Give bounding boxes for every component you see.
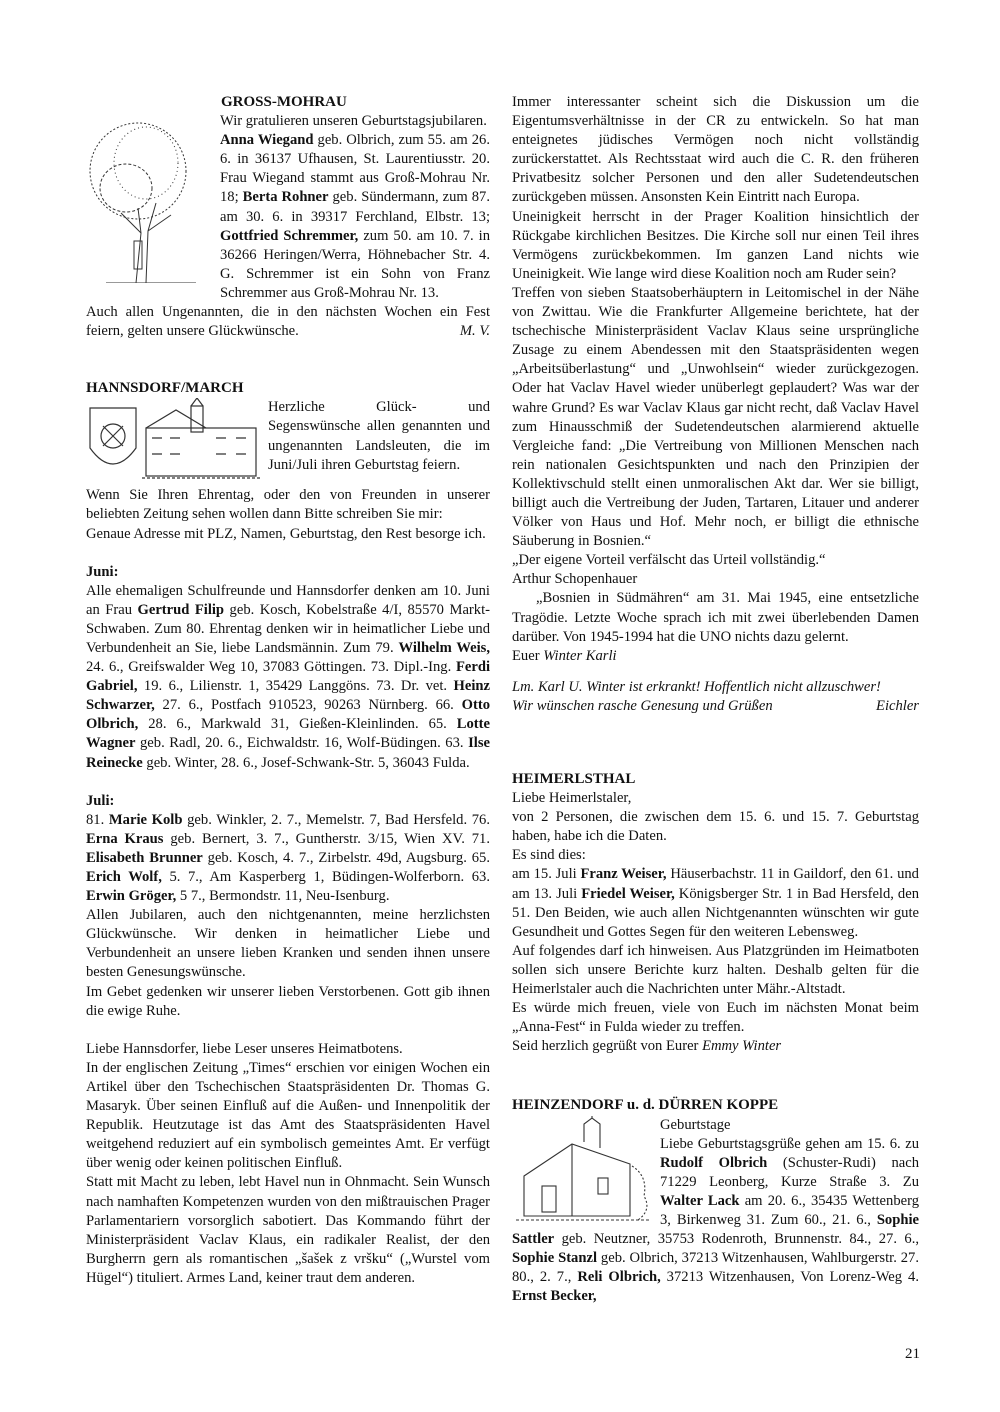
celebrant-name: Erich Wolf, [86, 869, 162, 885]
juni-birthdays [86, 582, 490, 773]
juli-text: geb. Winkler, 2. 7., Memelstr. 7, Bad Hersfeld. 76. [182, 811, 490, 828]
chapel-illustration [512, 1116, 654, 1228]
gross-mohrau-closing [86, 303, 490, 341]
celebrant-details: zum 50. am 10. 7. in 36266 Heringen/Werra, Höhnebacher Str. 4. G. Schremmer ist ein Sohn von Franz Schremmer aus Groß-Mohrau Nr. 13. [220, 227, 490, 301]
heimerlsthal-title: HEIMERLSTHAL [512, 771, 636, 787]
birthday-text: 37213 Witzenhausen, Von Lorenz-Weg 4. [660, 1269, 919, 1286]
quote-author: Arthur Schopenhauer [512, 571, 638, 588]
schopenhauer-quote: „Der eigene Vorteil verfälscht das Urteil vollständig.“ [512, 552, 826, 569]
celebrant-name: Erwin Gröger, [86, 888, 177, 905]
celebrant-name: Sophie Sattler [512, 1211, 919, 1248]
celebrant-name: Erna Kraus [86, 830, 164, 847]
prayer-text: Im Gebet gedenken wir unserer lieben Verstorbenen. Gott gib ihnen die ewige Ruhe. [86, 983, 490, 1019]
celebrant-name: Otto Olbrich, [86, 697, 490, 733]
times-article-paragraph: In der englischen Zeitung „Times“ erschien vor einigen Wochen ein Artikel über den Tschechischen Staatspräsidenten Dr. Thomas G. Masaryk. Über seinen Einfluß auf die Außen- und Innenpolitik der Republik. Heutzutage ist das Amt des Staatspräsidenten Havel weitgehend reduziert auf ein symbolisch gemeintes Amt. Er verfügt über wenig oder keinen politischen Einfluß. [86, 1059, 490, 1172]
celebrant-name: Ilse Reinecke [86, 735, 490, 771]
left-column [86, 93, 490, 1288]
juni-text: 24. 6., Greifswalder Weg 10, 37083 Göttingen. 73. Dipl.-Ing. [86, 659, 456, 676]
coat-of-arms-and-church-illustration [86, 398, 262, 484]
meeting-paragraph: Treffen von sieben Staatsoberhäuptern in Leitomischel in der Nähe von Zwittau. Wie die Frankfurter Allgemeine berichtete, hat der tschechische Ministerpräsident Vaclav Klaus seine ursprüngliche Zusage zu einem Abendessen mit den Staatspräsidenten wegen „Arbeitsüberlastung“ und „Unwohlsein“ wieder zurückgezogen. Oder hat Vaclav Havel wieder unüberlegt geplaudert? Was war der wahre Grund? Es war Vaclav Klaus gar nicht recht, daß Vaclav Havel zum Hinausschmiß der Sudetendeutschen alarmierend aktuelle Vergleiche fand: „Die Vertreibung von Millionen Menschen nach rein nationalen Gesichtspunkten und nach den Prinzipien der Kollektivschuld stellt einen unmoralischen Akt dar. Wer sie billigt, billigt auch die Vertreibung der Juden, Tartaren, Litauer und anderer Völker von Haus und Hof. Mehr noch, er billigt die ethnische Säuberung in Bosnien.“ [512, 284, 919, 550]
hannsdorf-greeting: Herzliche Glück- und Segenswünsche allen genannten und ungenannten Landsleuten, die im Juni/Juli ihren Geburtstag feiern. [268, 399, 490, 473]
celebrant-name: Wilhelm Weis, [398, 639, 490, 656]
signature-prefix: Seid herzlich gegrüßt von Eurer [512, 1038, 703, 1055]
birthday-text: (Schuster-Rudi) nach 71229 Leonberg, Kurze Straße 3. Zu [660, 1154, 919, 1190]
birthday-text: geb. Neutzner, 35753 Rodenroth, Brunnenstr. 84., 27. 6., [554, 1231, 919, 1248]
reader-greeting: Liebe Hannsdorfer, liebe Leser unseres Heimatbotens. [86, 1040, 403, 1057]
celebrant-details: geb. Sündermann, zum 87. am 30. 6. in 39317 Ferchland, Elbstr. 13; [220, 189, 490, 225]
celebrant-name: Friedel Weiser, [581, 885, 675, 902]
havel-paragraph: Statt mit Macht zu leben, lebt Havel nun in Ohnmacht. Sein Wunsch nach namhaften Kompetenzen wurden von den mißtrauischen Prager Parlamentariern vorsorglich sabotiert. Das Kommando führt der Ministerpräsident Vaclav Klaus, ein radikaler Realist, der den Burgherrn gern als romantischen „šašek z vršku“ („Wurstel vom Hügel“) tituliert. Armes Land, keiner traut dem anderen. [86, 1174, 490, 1286]
juli-birthdays [86, 811, 490, 906]
heimerlsthal-festival: Es würde mich freuen, viele von Euch im nächsten Monat beim „Anna-Fest“ in Fulda wieder zu treffen. [512, 1000, 919, 1036]
intro-text: Wir gratulieren unseren Geburtstagsjubilaren. [220, 113, 487, 130]
celebrant-name: Berta Rohner [242, 189, 329, 206]
hannsdorf-section [86, 379, 490, 1288]
get-well-line [512, 697, 919, 716]
celebrant-name: Rudolf Olbrich [660, 1154, 768, 1171]
heimerlsthal-list-intro: Es sind dies: [512, 847, 586, 864]
coalition-paragraph: Uneinigkeit herrscht in der Prager Koalition hinsichtlich der Rückgabe kirchlichen Besitzes. Die Kirche soll nur einen Teil ihres Vermögens zurückbekommen. Im ganzen Land nichts wie Uneinigkeit. Wie lange wird diese Koalition noch am Ruder sein? [512, 208, 919, 282]
celebrant-name: Gertrud Filip [137, 601, 225, 618]
eichler-signature: Eichler [876, 697, 919, 714]
karli-signature [512, 647, 919, 666]
juni-text: geb. Radl, 20. 6., Eichwaldstr. 16, Wolf-Büdingen. 63. [135, 735, 469, 752]
closing-text: Auch allen Ungenannten, die in den nächsten Wochen ein Fest feiern, gelten unsere Glückwünsche. [86, 304, 490, 340]
juli-text: 5 7., Bermondstr. 11, Neu-Isenburg. [176, 888, 390, 905]
heinzendorf-section [512, 1096, 919, 1306]
celebrant-name: Marie Kolb [108, 811, 183, 828]
heimerlsthal-section [512, 770, 919, 1056]
juli-text: geb. Bernert, 3. 7., Guntherstr. 3/15, Wien XV. 71. [163, 830, 490, 847]
birthday-text: Häuserbachstr. 11 in Gaildorf, den 61. und am 13. Juli [512, 866, 919, 902]
right-column [512, 93, 919, 1306]
celebrant-name: Walter Lack [660, 1192, 740, 1209]
juli-text: geb. Kosch, 4. 7., Zirbelstr. 49d, Augsburg. 65. [202, 849, 490, 866]
celebrant-name: Lotte Wagner [86, 716, 490, 752]
signature-name: Emmy Winter [702, 1038, 782, 1055]
property-paragraph: Immer interessanter scheint sich die Diskussion um die Eigentumsverhältnisse in der CR zu entwickeln. So hat man enteignetes jüdisches Vermögen noch nicht vollständig zurückerstattet. Als Rechtsstaat wird auch die C. R. den früheren Privatbesitz solcher Personen und den aller Sudetendeutschen zurückgeben müssen. Ansonsten Kein Eintritt nach Europa. [512, 94, 919, 206]
juli-text: 5. 7., Am Kasperberg 1, Büdingen-Wolferborn. 63. [161, 869, 490, 885]
heimerlsthal-birthdays [512, 865, 919, 941]
hannsdorf-title: HANNSDORF/MARCH [86, 380, 244, 397]
jubilare-wishes: Allen Jubilaren, auch den nichtgenannten, meine herzlichsten Glückwünsche. Wir denken in heimatlicher Liebe und Verbundenheit an unsere lieben Kranken und senden ihnen unsere besten Genesungswünsche. [86, 907, 490, 981]
heimerlsthal-signature [512, 1037, 919, 1056]
page-number: 21 [905, 1346, 920, 1362]
juni-text: 28. 6., Markwald 31, Gießen-Kleinlinden. 65. [138, 716, 457, 733]
heinzendorf-title: HEINZENDORF u. d. DÜRREN KOPPE [512, 1097, 779, 1114]
juni-text: geb. Winter, 28. 6., Josef-Schwank-Str. 5, 36043 Fulda. [142, 754, 470, 771]
juni-heading: Juni: [86, 563, 119, 580]
juni-text: Alle ehemaligen Schulfreunde und Hannsdorfer denken am 10. Juni an Frau [86, 582, 490, 618]
signature-name: Winter Karli [543, 647, 617, 664]
celebrant-name: Reli Olbrich, [577, 1269, 661, 1286]
juni-text: 27. 6., Postfach 910523, 90263 Nürnberg. 66. [154, 697, 462, 714]
birthday-text: Königsberger Str. 1 in Bad Hersfeld, den 51. Den Beiden, wie auch allen Nichtgenannten wünschten wir gute Gesundheit und Gottes Segen für den weiteren Lebensweg. [512, 885, 919, 940]
tree-illustration [86, 113, 214, 283]
celebrant-name: Anna Wiegand [220, 132, 314, 149]
juli-text: 81. [86, 811, 109, 828]
birthday-text: am 20. 6., 35435 Wettenberg 3, Birkenweg 31. Zum 60., 21. 6., [660, 1192, 919, 1228]
celebrant-name: Sophie Stanzl [512, 1250, 598, 1267]
celebrant-name: Elisabeth Brunner [86, 849, 203, 866]
heinzendorf-subheading: Geburtstage [660, 1116, 731, 1133]
gross-mohrau-title: GROSS-MOHRAU [221, 94, 347, 110]
celebrant-name: Franz Weiser, [580, 866, 667, 883]
politics-section [512, 93, 919, 716]
birthday-text: am 15. Juli [512, 866, 581, 883]
signature: M. V. [459, 323, 490, 340]
juli-heading: Juli: [86, 792, 115, 809]
get-well-text: Wir wünschen rasche Genesung und Grüßen [512, 697, 773, 714]
bosnia-paragraph: „Bosnien in Südmähren“ am 31. Mai 1945, eine entsetzliche Tragödie. Letzte Woche sprach ich mit zwei überlebenden Damen darüber. Von 1945-1994 hat die UNO nichts dazu gelernt. [512, 590, 919, 645]
heimerlsthal-greeting: Liebe Heimerlstaler, [512, 790, 632, 807]
celebrant-details: geb. Olbrich, zum 55. am 26. 6. in 36137 Ufhausen, St. Laurentiusstr. 20. Frau Wiegand stammt aus Groß-Mohrau Nr. 18; [220, 132, 490, 206]
celebrant-name: Gottfried Schremmer, [220, 227, 359, 244]
celebrant-name: Heinz Schwarzer, [86, 678, 490, 714]
juni-text: 19. 6., Lilienstr. 1, 35429 Langgöns. 73. Dr. vet. [137, 678, 454, 695]
hannsdorf-request: Wenn Sie Ihren Ehrentag, oder den von Freunden in unserer beliebten Zeitung sehen wollen dann Bitte schreiben Sie mir: [86, 487, 490, 523]
celebrant-name: Ernst Becker, [512, 1288, 597, 1305]
signature-prefix: Euer [512, 647, 544, 664]
hannsdorf-instructions: Genaue Adresse mit PLZ, Namen, Geburtstag, den Rest besorge ich. [86, 525, 486, 542]
heimerlsthal-intro: von 2 Personen, die zwischen dem 15. 6. und 15. 7. Geburtstag haben, habe ich die Daten. [512, 809, 919, 845]
illness-note: Lm. Karl U. Winter ist erkrankt! Hoffentlich nicht allzuschwer! [512, 678, 881, 695]
gross-mohrau-section [86, 93, 490, 341]
birthday-text: Liebe Geburtstagsgrüße gehen am 15. 6. zu [660, 1135, 919, 1152]
heimerlsthal-notice: Auf folgendes darf ich hinweisen. Aus Platzgründen im Heimatboten sollen sich unsere Berichte kurz halten. Deshalb gelten für die Heimerlstaler auch die Nachrichten unter Mähr.-Altstadt. [512, 942, 919, 998]
juni-text: geb. Kosch, Kobelstraße 4/I, 85570 Markt-Schwaben. Zum 80. Ehrentag denken wir in heimatlicher Liebe und Verbundenheit an Sie, liebe Landsmännin. Zum 79. [86, 601, 490, 656]
celebrant-name: Ferdi Gabriel, [86, 659, 490, 695]
birthday-text: geb. Olbrich, 37213 Witzenhausen, Wahlburgerstr. 27. 80., 2. 7., [512, 1250, 919, 1286]
